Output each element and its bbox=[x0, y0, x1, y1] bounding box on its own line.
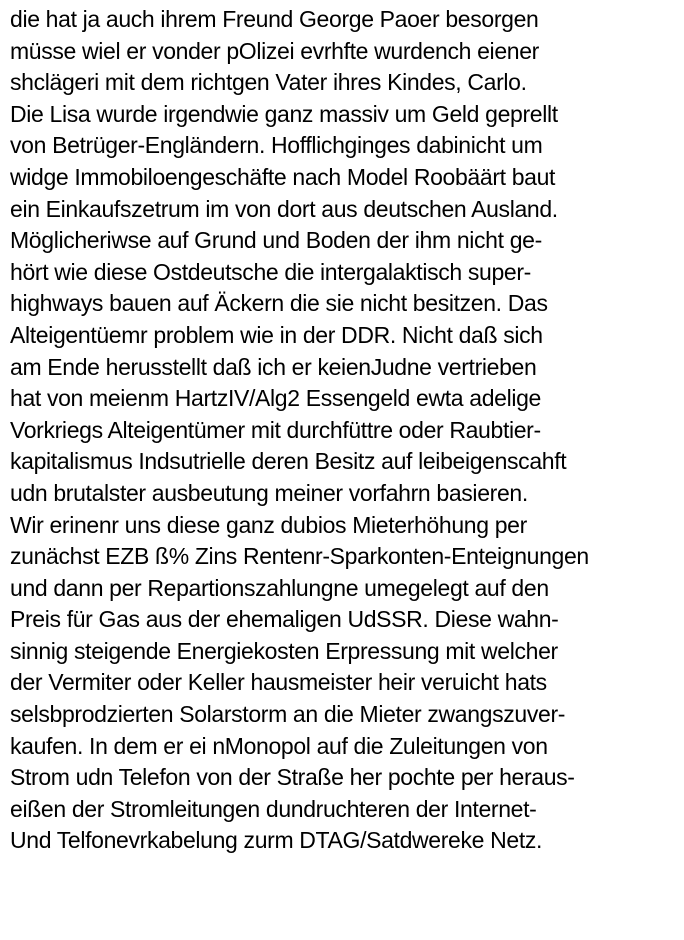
text-line: udn brutalster ausbeutung meiner vorfahrn basieren. bbox=[10, 479, 528, 506]
text-line: kapitalismus Indsutrielle deren Besitz auf leibeigenscahft bbox=[10, 448, 567, 475]
text-line: Preis für Gas aus der ehemaligen UdSSR. Diese wahn- bbox=[10, 606, 559, 633]
text-line: Wir erinenr uns diese ganz dubios Mieterhöhung per bbox=[10, 511, 527, 538]
body-text bbox=[10, 4, 680, 857]
text-line: eißen der Stromleitungen dundruchteren der Internet- bbox=[10, 795, 537, 822]
text-line: Vorkriegs Alteigentümer mit durchfüttre oder Raubtier- bbox=[10, 416, 541, 443]
text-line: die hat ja auch ihrem Freund George Paoer besorgen bbox=[10, 6, 539, 32]
text-line: und dann per Repartionszahlungne umegelegt auf den bbox=[10, 574, 549, 601]
text-line: hat von meienm HartzIV/Alg2 Essengeld ewta adelige bbox=[10, 385, 541, 412]
text-line: müsse wiel er vonder pOlizei evrhfte wurdench eiener bbox=[10, 37, 539, 64]
text-line: widge Immobiloengeschäfte nach Model Roobäärt baut bbox=[10, 163, 556, 190]
text-line: von Betrüger-Engländern. Hofflichginges dabinicht um bbox=[10, 132, 543, 159]
text-line: selsbprodzierten Solarstorm an die Mieter zwangszuver- bbox=[10, 701, 566, 728]
text-line: zunächst EZB ß% Zins Rentenr-Sparkonten-Enteignungen bbox=[10, 543, 589, 570]
text-line: hört wie diese Ostdeutsche die intergalaktisch super- bbox=[10, 258, 531, 285]
text-line: Alteigentüemr problem wie in der DDR. Nicht daß sich bbox=[10, 321, 543, 348]
text-line: der Vermiter oder Keller hausmeister heir veruicht hats bbox=[10, 669, 547, 696]
text-line: sinnig steigende Energiekosten Erpressung mit welcher bbox=[10, 637, 558, 664]
text-line: kaufen. In dem er ei nMonopol auf die Zuleitungen von bbox=[10, 732, 548, 759]
text-line: Die Lisa wurde irgendwie ganz massiv um Geld geprellt bbox=[10, 100, 558, 127]
text-line: ein Einkaufszetrum im von dort aus deutschen Ausland. bbox=[10, 195, 558, 222]
text-line: Möglicheriwse auf Grund und Boden der ihm nicht ge- bbox=[10, 227, 542, 254]
text-line: shclägeri mit dem richtgen Vater ihres Kindes, Carlo. bbox=[10, 69, 527, 96]
text-line: Und Telfonevrkabelung zurm DTAG/Satdwereke Netz. bbox=[10, 827, 543, 854]
text-line: Strom udn Telefon von der Straße her pochte per heraus- bbox=[10, 764, 575, 791]
text-line: highways bauen auf Äckern die sie nicht besitzen. Das bbox=[10, 290, 548, 317]
text-line: am Ende herusstellt daß ich er keienJudne vertrieben bbox=[10, 353, 537, 380]
